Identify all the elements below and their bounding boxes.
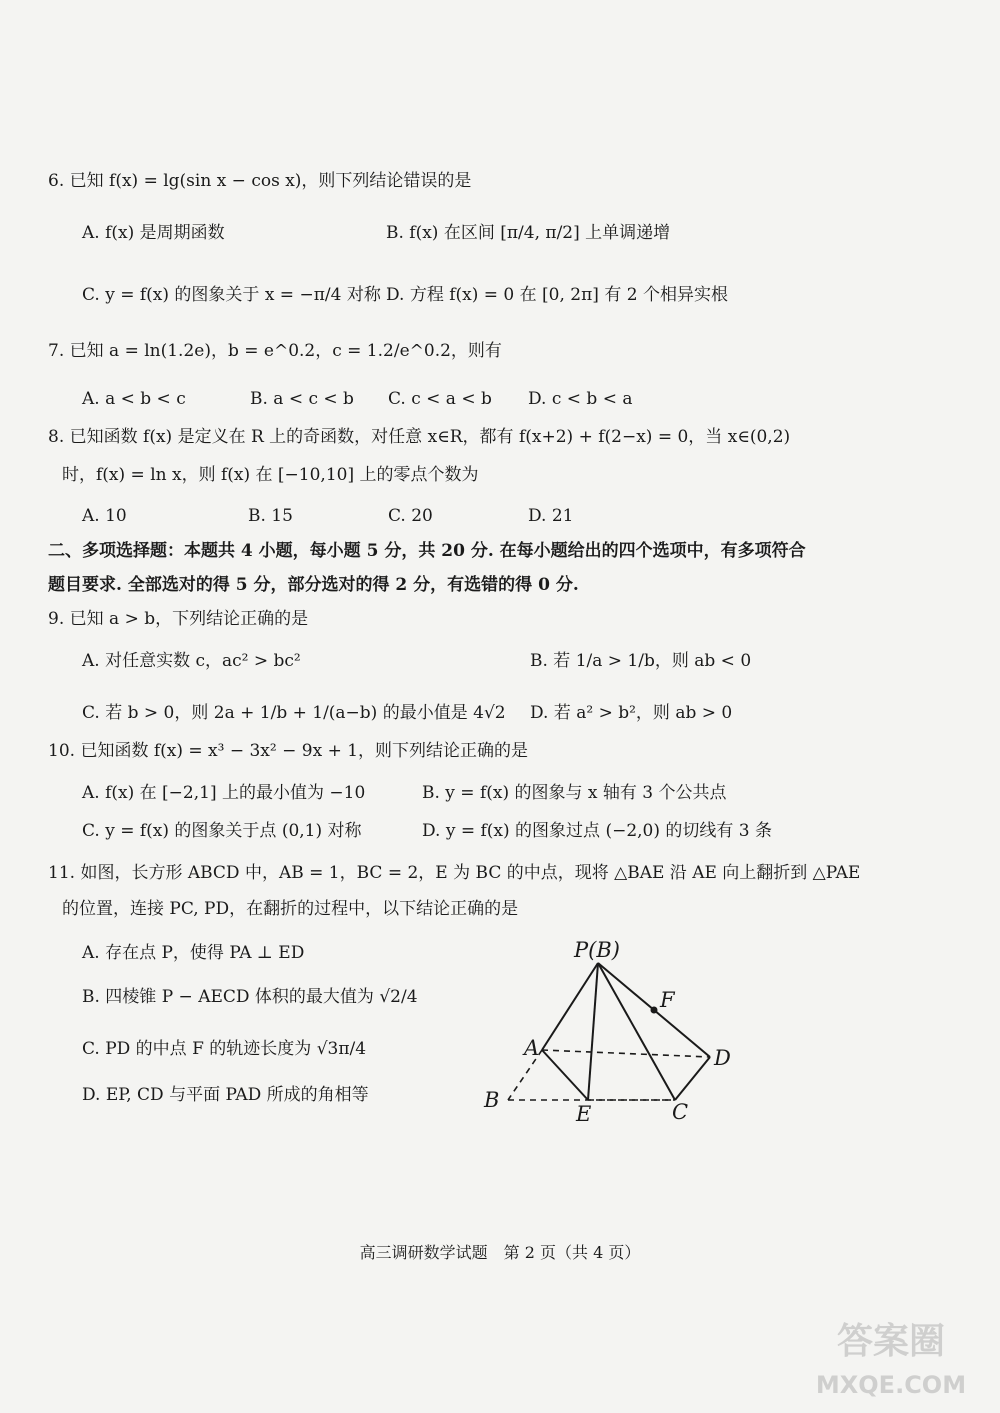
question-11-stem-continued: 的位置，连接 PC, PD，在翻折的过程中，以下结论正确的是 [62, 899, 519, 919]
edge-pc [598, 963, 675, 1100]
watermark-top-text: 答案圈 [836, 1321, 946, 1362]
question-9-option-c: C. 若 b > 0，则 2a + 1/b + 1/(a−b) 的最小值是 4√2 [82, 703, 506, 723]
question-7-option-d: D. c < b < a [528, 389, 633, 409]
edge-ad [542, 1050, 710, 1057]
question-8-option-a: A. 10 [82, 506, 127, 526]
question-11-option-d: D. EP, CD 与平面 PAD 所成的角相等 [82, 1085, 369, 1105]
question-8-stem: 8. 已知函数 f(x) 是定义在 R 上的奇函数，对任意 x∈R，都有 f(x+2) + f(2−x) = 0，当 x∈(0,2) [48, 427, 791, 447]
question-8-option-b: B. 15 [248, 506, 293, 526]
question-10-option-a: A. f(x) 在 [−2,1] 上的最小值为 −10 [82, 783, 366, 803]
edge-pe [588, 963, 598, 1100]
edge-ae [542, 1050, 588, 1100]
point-f [651, 1007, 658, 1014]
question-10-option-d: D. y = f(x) 的图象过点 (−2,0) 的切线有 3 条 [422, 821, 773, 841]
question-11-stem: 11. 如图，长方形 ABCD 中，AB = 1，BC = 2，E 为 BC 的中点，现将 △BAE 沿 AE 向上翻折到 △PAE [48, 863, 861, 883]
label-d: D [714, 1046, 731, 1070]
pyramid-figure [470, 935, 760, 1130]
label-c: C [672, 1100, 689, 1124]
watermark-bottom-text: MXQE.COM [815, 1371, 967, 1399]
page-footer: 高三调研数学试题 第 2 页（共 4 页） [359, 1243, 641, 1262]
section-2-heading-continued: 题目要求. 全部选对的得 5 分，部分选对的得 2 分，有选错的得 0 分. [48, 575, 579, 595]
question-6-option-a: A. f(x) 是周期函数 [82, 223, 225, 243]
label-e: E [576, 1102, 592, 1126]
section-2-heading: 二、多项选择题：本题共 4 小题，每小题 5 分，共 20 分. 在每小题给出的四个选项中，有多项符合 [48, 541, 806, 561]
question-7-option-a: A. a < b < c [82, 389, 186, 409]
question-9-option-d: D. 若 a² > b²，则 ab > 0 [530, 703, 733, 723]
watermark-logo [796, 1308, 986, 1403]
question-9-option-a: A. 对任意实数 c，ac² > bc² [82, 651, 301, 671]
edge-pa [542, 963, 598, 1050]
label-a: A [524, 1036, 540, 1060]
question-9-stem: 9. 已知 a > b，下列结论正确的是 [48, 609, 309, 629]
question-8-option-d: D. 21 [528, 506, 574, 526]
question-10-stem: 10. 已知函数 f(x) = x³ − 3x² − 9x + 1，则下列结论正确的是 [48, 741, 529, 761]
edge-cd [675, 1057, 710, 1100]
question-11-option-b: B. 四棱锥 P − AECD 体积的最大值为 √2/4 [82, 987, 418, 1007]
label-b: B [484, 1088, 500, 1112]
question-10-option-c: C. y = f(x) 的图象关于点 (0,1) 对称 [82, 821, 362, 841]
question-6-option-b: B. f(x) 在区间 [π/4, π/2] 上单调递增 [386, 223, 671, 243]
question-11-option-a: A. 存在点 P，使得 PA ⊥ ED [82, 943, 305, 963]
question-7-stem: 7. 已知 a = ln(1.2e)，b = e^0.2，c = 1.2/e^0.2，则有 [48, 341, 502, 361]
question-8-option-c: C. 20 [388, 506, 433, 526]
question-10-option-b: B. y = f(x) 的图象与 x 轴有 3 个公共点 [422, 783, 727, 803]
question-6-stem: 6. 已知 f(x) = lg(sin x − cos x)，则下列结论错误的是 [48, 171, 472, 191]
question-6-option-c: C. y = f(x) 的图象关于 x = −π/4 对称 [82, 285, 381, 305]
label-p: P(B) [574, 938, 620, 962]
label-f: F [660, 988, 675, 1012]
question-11-option-c: C. PD 的中点 F 的轨迹长度为 √3π/4 [82, 1039, 367, 1059]
question-6-option-d: D. 方程 f(x) = 0 在 [0, 2π] 有 2 个相异实根 [386, 285, 728, 305]
question-7-option-c: C. c < a < b [388, 389, 492, 409]
question-9-option-b: B. 若 1/a > 1/b，则 ab < 0 [530, 651, 752, 671]
question-8-stem-continued: 时，f(x) = ln x，则 f(x) 在 [−10,10] 上的零点个数为 [62, 465, 479, 485]
question-7-option-b: B. a < c < b [250, 389, 354, 409]
